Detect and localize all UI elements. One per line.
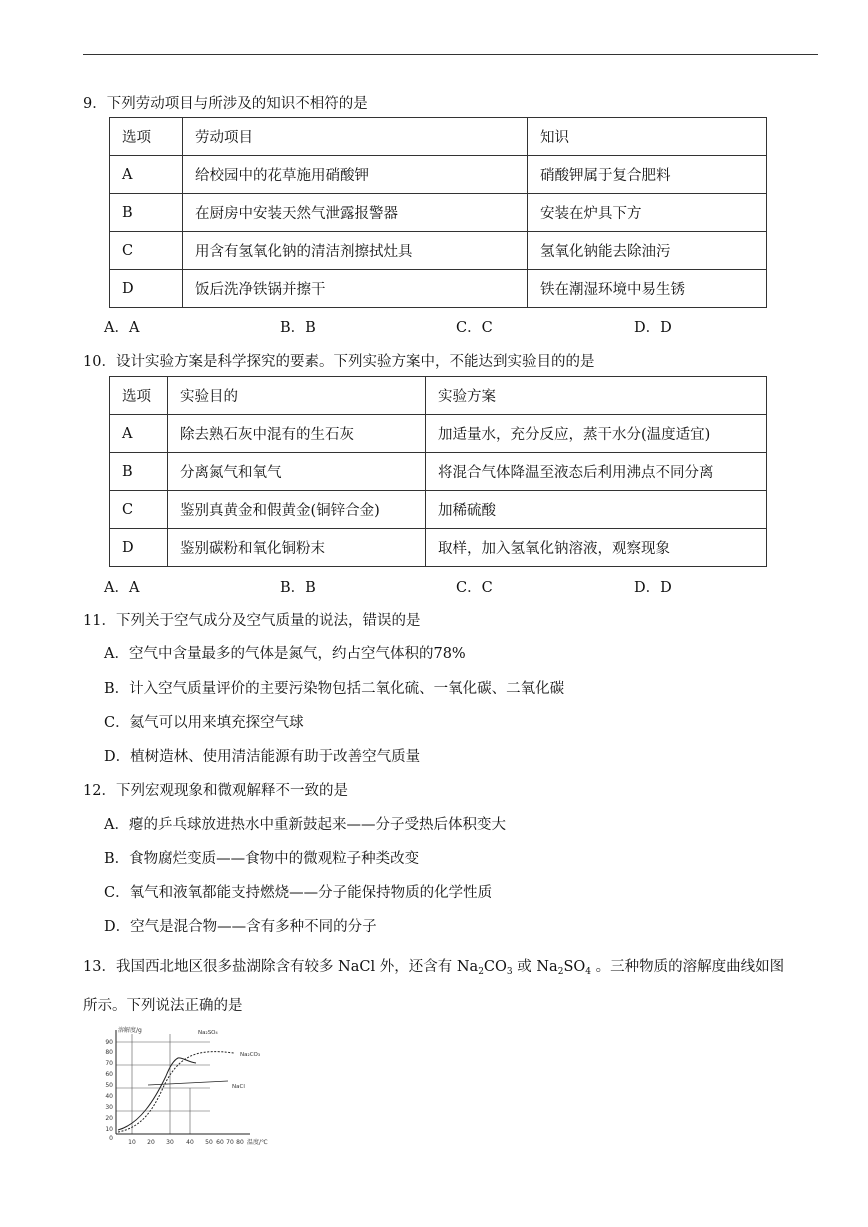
x-tick: 70	[226, 1139, 234, 1146]
table-row	[110, 529, 767, 567]
table-row	[110, 194, 767, 232]
solubility-graph	[100, 1024, 272, 1152]
table-cell: 除去熟石灰中混有的生石灰	[168, 415, 426, 453]
table-cell: A	[110, 415, 168, 453]
q10-stem: 10．设计实验方案是科学探究的要素。下列实验方案中，不能达到实验目的的是	[83, 354, 595, 370]
q13-stem-or: 或	[512, 959, 537, 975]
q11-option-a[interactable]: A．空气中含量最多的气体是氮气，约占空气体积的78%	[104, 646, 466, 662]
table-row	[110, 156, 767, 194]
y-tick: 60	[105, 1071, 113, 1078]
y-tick: 90	[105, 1039, 113, 1046]
x-tick: 30	[166, 1139, 174, 1146]
y-tick: 70	[105, 1060, 113, 1067]
y-tick: 50	[105, 1082, 113, 1089]
table-cell: B	[110, 194, 183, 232]
choice-b[interactable]: B．B	[280, 580, 316, 596]
table-header: 选项	[110, 377, 168, 415]
formula-na2so4: $Na_2SO_4$	[536, 959, 591, 977]
table-cell: 氢氧化钠能去除油污	[528, 232, 767, 270]
series-label-nacl: NaCl	[232, 1084, 245, 1090]
q13-stem	[83, 955, 784, 977]
table-header-row	[110, 118, 767, 156]
y-tick: 30	[105, 1104, 113, 1111]
q9-table	[109, 117, 767, 308]
table-cell: C	[110, 491, 168, 529]
table-cell: D	[110, 270, 183, 308]
table-cell: 取样，加入氢氧化钠溶液，观察现象	[426, 529, 767, 567]
table-cell: 鉴别碳粉和氧化铜粉末	[168, 529, 426, 567]
q12-option-b[interactable]: B．食物腐烂变质——食物中的微观粒子种类改变	[104, 851, 420, 867]
x-tick: 60	[216, 1139, 224, 1146]
q11-stem: 11．下列关于空气成分及空气质量的说法，错误的是	[83, 613, 421, 629]
choice-a[interactable]: A．A	[104, 580, 140, 596]
q11-option-d[interactable]: D．植树造林、使用清洁能源有助于改善空气质量	[104, 749, 421, 765]
y-tick: 40	[105, 1093, 113, 1100]
y-axis-label: 溶解度/g	[118, 1027, 142, 1034]
y-tick: 80	[105, 1049, 113, 1056]
y-tick: 0	[109, 1135, 113, 1142]
series-label-na2so4: Na₂SO₄	[198, 1030, 218, 1036]
table-cell: B	[110, 453, 168, 491]
q13-stem-part2: 。三种物质的溶解度曲线如图	[591, 959, 785, 975]
table-cell: 分离氮气和氧气	[168, 453, 426, 491]
q13-stem-part1: 13．我国西北地区很多盐湖除含有较多 NaCl 外，还含有	[83, 959, 457, 975]
formula-na2co3: $Na_2CO_3$	[456, 959, 513, 977]
q10-choices	[104, 576, 804, 596]
q9-stem: 9．下列劳动项目与所涉及的知识不相符的是	[83, 96, 368, 112]
table-cell: 将混合气体降温至液态后利用沸点不同分离	[426, 453, 767, 491]
table-row	[110, 491, 767, 529]
q13-stem-line2: 所示。下列说法正确的是	[83, 998, 243, 1014]
table-cell: 铁在潮湿环境中易生锈	[528, 270, 767, 308]
na2so4-curve	[118, 1058, 196, 1130]
table-row	[110, 232, 767, 270]
table-cell: 硝酸钾属于复合肥料	[528, 156, 767, 194]
table-header: 实验方案	[426, 377, 767, 415]
table-row	[110, 415, 767, 453]
nacl-curve	[148, 1081, 228, 1085]
q12-stem: 12．下列宏观现象和微观解释不一致的是	[83, 783, 348, 799]
table-cell: 在厨房中安装天然气泄露报警器	[183, 194, 528, 232]
table-cell: 饭后洗净铁锅并擦干	[183, 270, 528, 308]
table-header: 选项	[110, 118, 183, 156]
x-tick: 80	[236, 1139, 244, 1146]
table-header-row	[110, 377, 767, 415]
table-row	[110, 453, 767, 491]
table-cell: 用含有氢氧化钠的清洁剂擦拭灶具	[183, 232, 528, 270]
table-cell: 鉴别真黄金和假黄金(铜锌合金)	[168, 491, 426, 529]
q11-option-c[interactable]: C．氦气可以用来填充探空气球	[104, 715, 304, 731]
table-header: 知识	[528, 118, 767, 156]
table-cell: 给校园中的花草施用硝酸钾	[183, 156, 528, 194]
x-axis-label: 温度/℃	[247, 1139, 268, 1146]
x-tick: 50	[205, 1139, 213, 1146]
x-tick: 40	[186, 1139, 194, 1146]
choice-c[interactable]: C．C	[456, 320, 493, 336]
table-cell: A	[110, 156, 183, 194]
table-cell: D	[110, 529, 168, 567]
choice-d[interactable]: D．D	[634, 320, 672, 336]
choice-b[interactable]: B．B	[280, 320, 316, 336]
q9-choices	[104, 316, 804, 336]
table-row	[110, 270, 767, 308]
y-tick: 20	[105, 1115, 113, 1122]
x-tick: 10	[128, 1139, 136, 1146]
x-tick: 20	[147, 1139, 155, 1146]
q12-option-c[interactable]: C．氧气和液氧都能支持燃烧——分子能保持物质的化学性质	[104, 885, 493, 901]
table-cell: 加适量水，充分反应，蒸干水分(温度适宜)	[426, 415, 767, 453]
q11-option-b[interactable]: B．计入空气质量评价的主要污染物包括二氧化硫、一氧化碳、二氧化碳	[104, 681, 565, 697]
header-rule	[83, 54, 818, 55]
table-cell: C	[110, 232, 183, 270]
table-header: 劳动项目	[183, 118, 528, 156]
table-cell: 加稀硫酸	[426, 491, 767, 529]
q12-option-a[interactable]: A．瘪的乒乓球放进热水中重新鼓起来——分子受热后体积变大	[104, 817, 506, 833]
q10-table	[109, 376, 767, 567]
table-cell: 安装在炉具下方	[528, 194, 767, 232]
choice-c[interactable]: C．C	[456, 580, 493, 596]
choice-a[interactable]: A．A	[104, 320, 140, 336]
q12-option-d[interactable]: D．空气是混合物——含有多种不同的分子	[104, 919, 377, 935]
choice-d[interactable]: D．D	[634, 580, 672, 596]
series-label-na2co3: Na₂CO₃	[240, 1052, 261, 1058]
y-tick: 10	[105, 1126, 113, 1133]
table-header: 实验目的	[168, 377, 426, 415]
